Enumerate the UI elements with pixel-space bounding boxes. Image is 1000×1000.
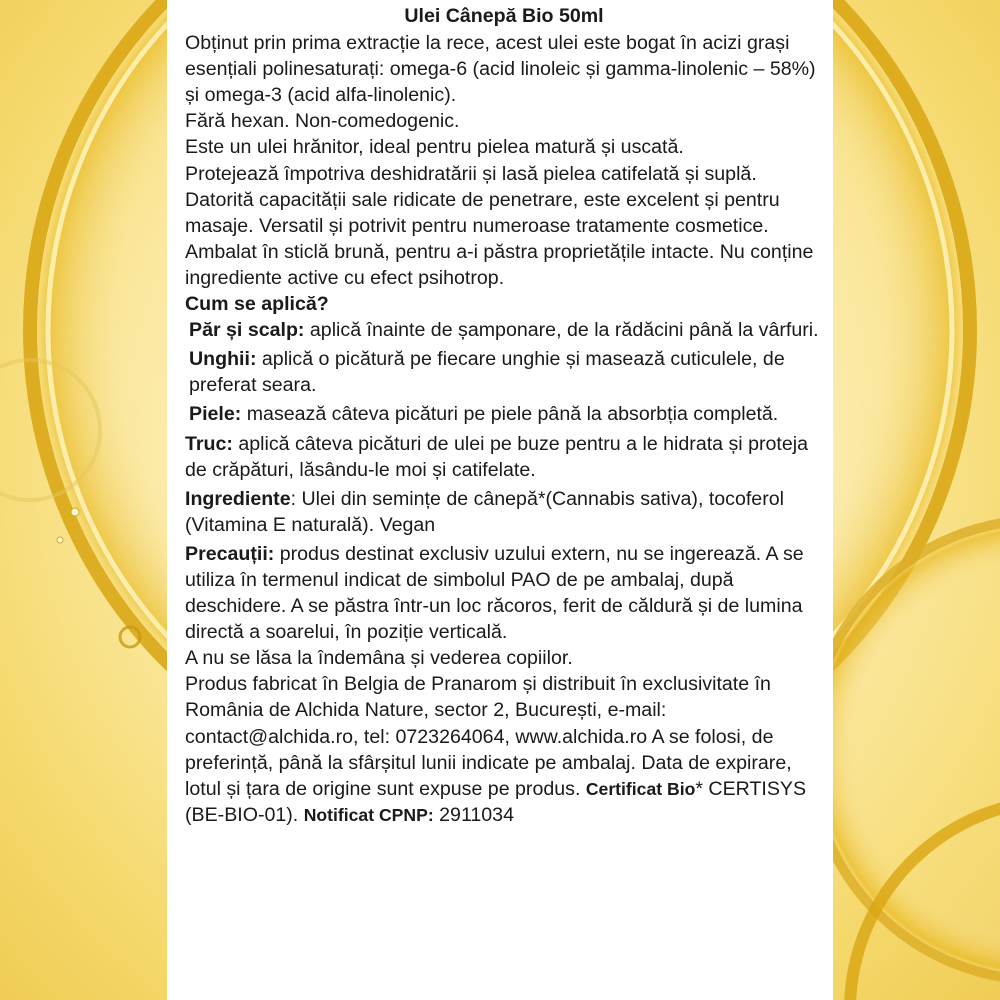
precautions-label: Precauții: — [185, 542, 275, 565]
ingredients-text: : Ulei din semințe de cânepă*(Cannabis sativa), tocoferol (Vitamina E naturală). Vegan — [185, 487, 784, 536]
trick-label: Truc: — [185, 432, 233, 455]
description-paragraph: Datorită capacității sale ridicate de penetrare, este excelent și pentru masaje. Versatil și potrivit pentru numeroase tratamente cosmetice. — [185, 188, 780, 237]
usage-skin-item — [189, 401, 823, 427]
precautions-item — [185, 541, 823, 645]
usage-heading: Cum se aplică? — [185, 293, 329, 316]
usage-hair-item — [189, 317, 823, 343]
cpnp-number: 2911034 — [433, 803, 514, 826]
children-warning: A nu se lăsa la îndemâna și vederea copiilor. — [185, 647, 573, 670]
product-description-panel — [167, 0, 833, 1000]
usage-text: masează câteva picături pe piele până la absorbția completă. — [241, 403, 779, 426]
description-paragraph: Este un ulei hrănitor, ideal pentru pielea matură și uscată. — [185, 136, 684, 159]
cpnp-label: Notificat CPNP: — [303, 804, 434, 825]
usage-label: Păr și scalp: — [189, 319, 305, 342]
description-paragraph: Ambalat în sticlă brună, pentru a-i păstra proprietățile intacte. Nu conține ingrediente active cu efect psihotrop. — [185, 240, 814, 289]
usage-label: Unghii: — [189, 348, 257, 371]
ingredients-item — [185, 486, 823, 538]
producer-info — [185, 671, 823, 828]
product-title: Ulei Cânepă Bio 50ml — [404, 5, 604, 27]
usage-text: aplică înainte de șamponare, de la rădăcini până la vârfuri. — [304, 319, 819, 342]
trick-text: aplică câteva picături de ulei pe buze pentru a le hidrata și proteja de crăpături, lăsându-le moi și catifelate. — [185, 432, 809, 481]
certification-label: Certificat Bio — [585, 778, 696, 799]
precautions-text: produs destinat exclusiv uzului extern, nu se ingerează. A se utiliza în termenul indicat de simbolul PAO de pe ambalaj, după deschidere. A se păstra într-un loc răcoros, ferit de căldură și de lumina directă a soarelui, în poziție verticală. — [185, 542, 804, 644]
certification-text: * CERTISYS (BE-BIO-01). — [185, 777, 807, 826]
description-paragraph: Obținut prin prima extracție la rece, acest ulei este bogat în acizi grași esențiali polinesaturați: omega-6 (acid linoleic și gamma-linolenic – 58%) și omega-3 (acid alfa-linolenic). — [185, 32, 816, 107]
producer-text: Produs fabricat în Belgia de Pranarom și distribuit în exclusivitate în România de Alchida Nature, sector 2, București, e-mail: contact@alchida.ro, tel: 0723264064, www.alchida.ro A se folosi, de preferință, până la sfârșitul lunii indicate pe ambalaj. Data de expirare, lotul și țara de origine sunt expuse pe produs. — [185, 673, 792, 800]
description-paragraph: Protejează împotriva deshidratării și lasă pielea catifelată și suplă. — [185, 162, 757, 185]
usage-nails-item — [189, 346, 823, 398]
trick-item — [185, 431, 823, 483]
ingredients-label: Ingrediente — [185, 487, 291, 510]
usage-label: Piele: — [189, 403, 242, 426]
usage-text: aplică o picătură pe fiecare unghie și masează cuticulele, de preferat seara. — [189, 348, 785, 397]
description-paragraph: Fără hexan. Non-comedogenic. — [185, 110, 460, 133]
